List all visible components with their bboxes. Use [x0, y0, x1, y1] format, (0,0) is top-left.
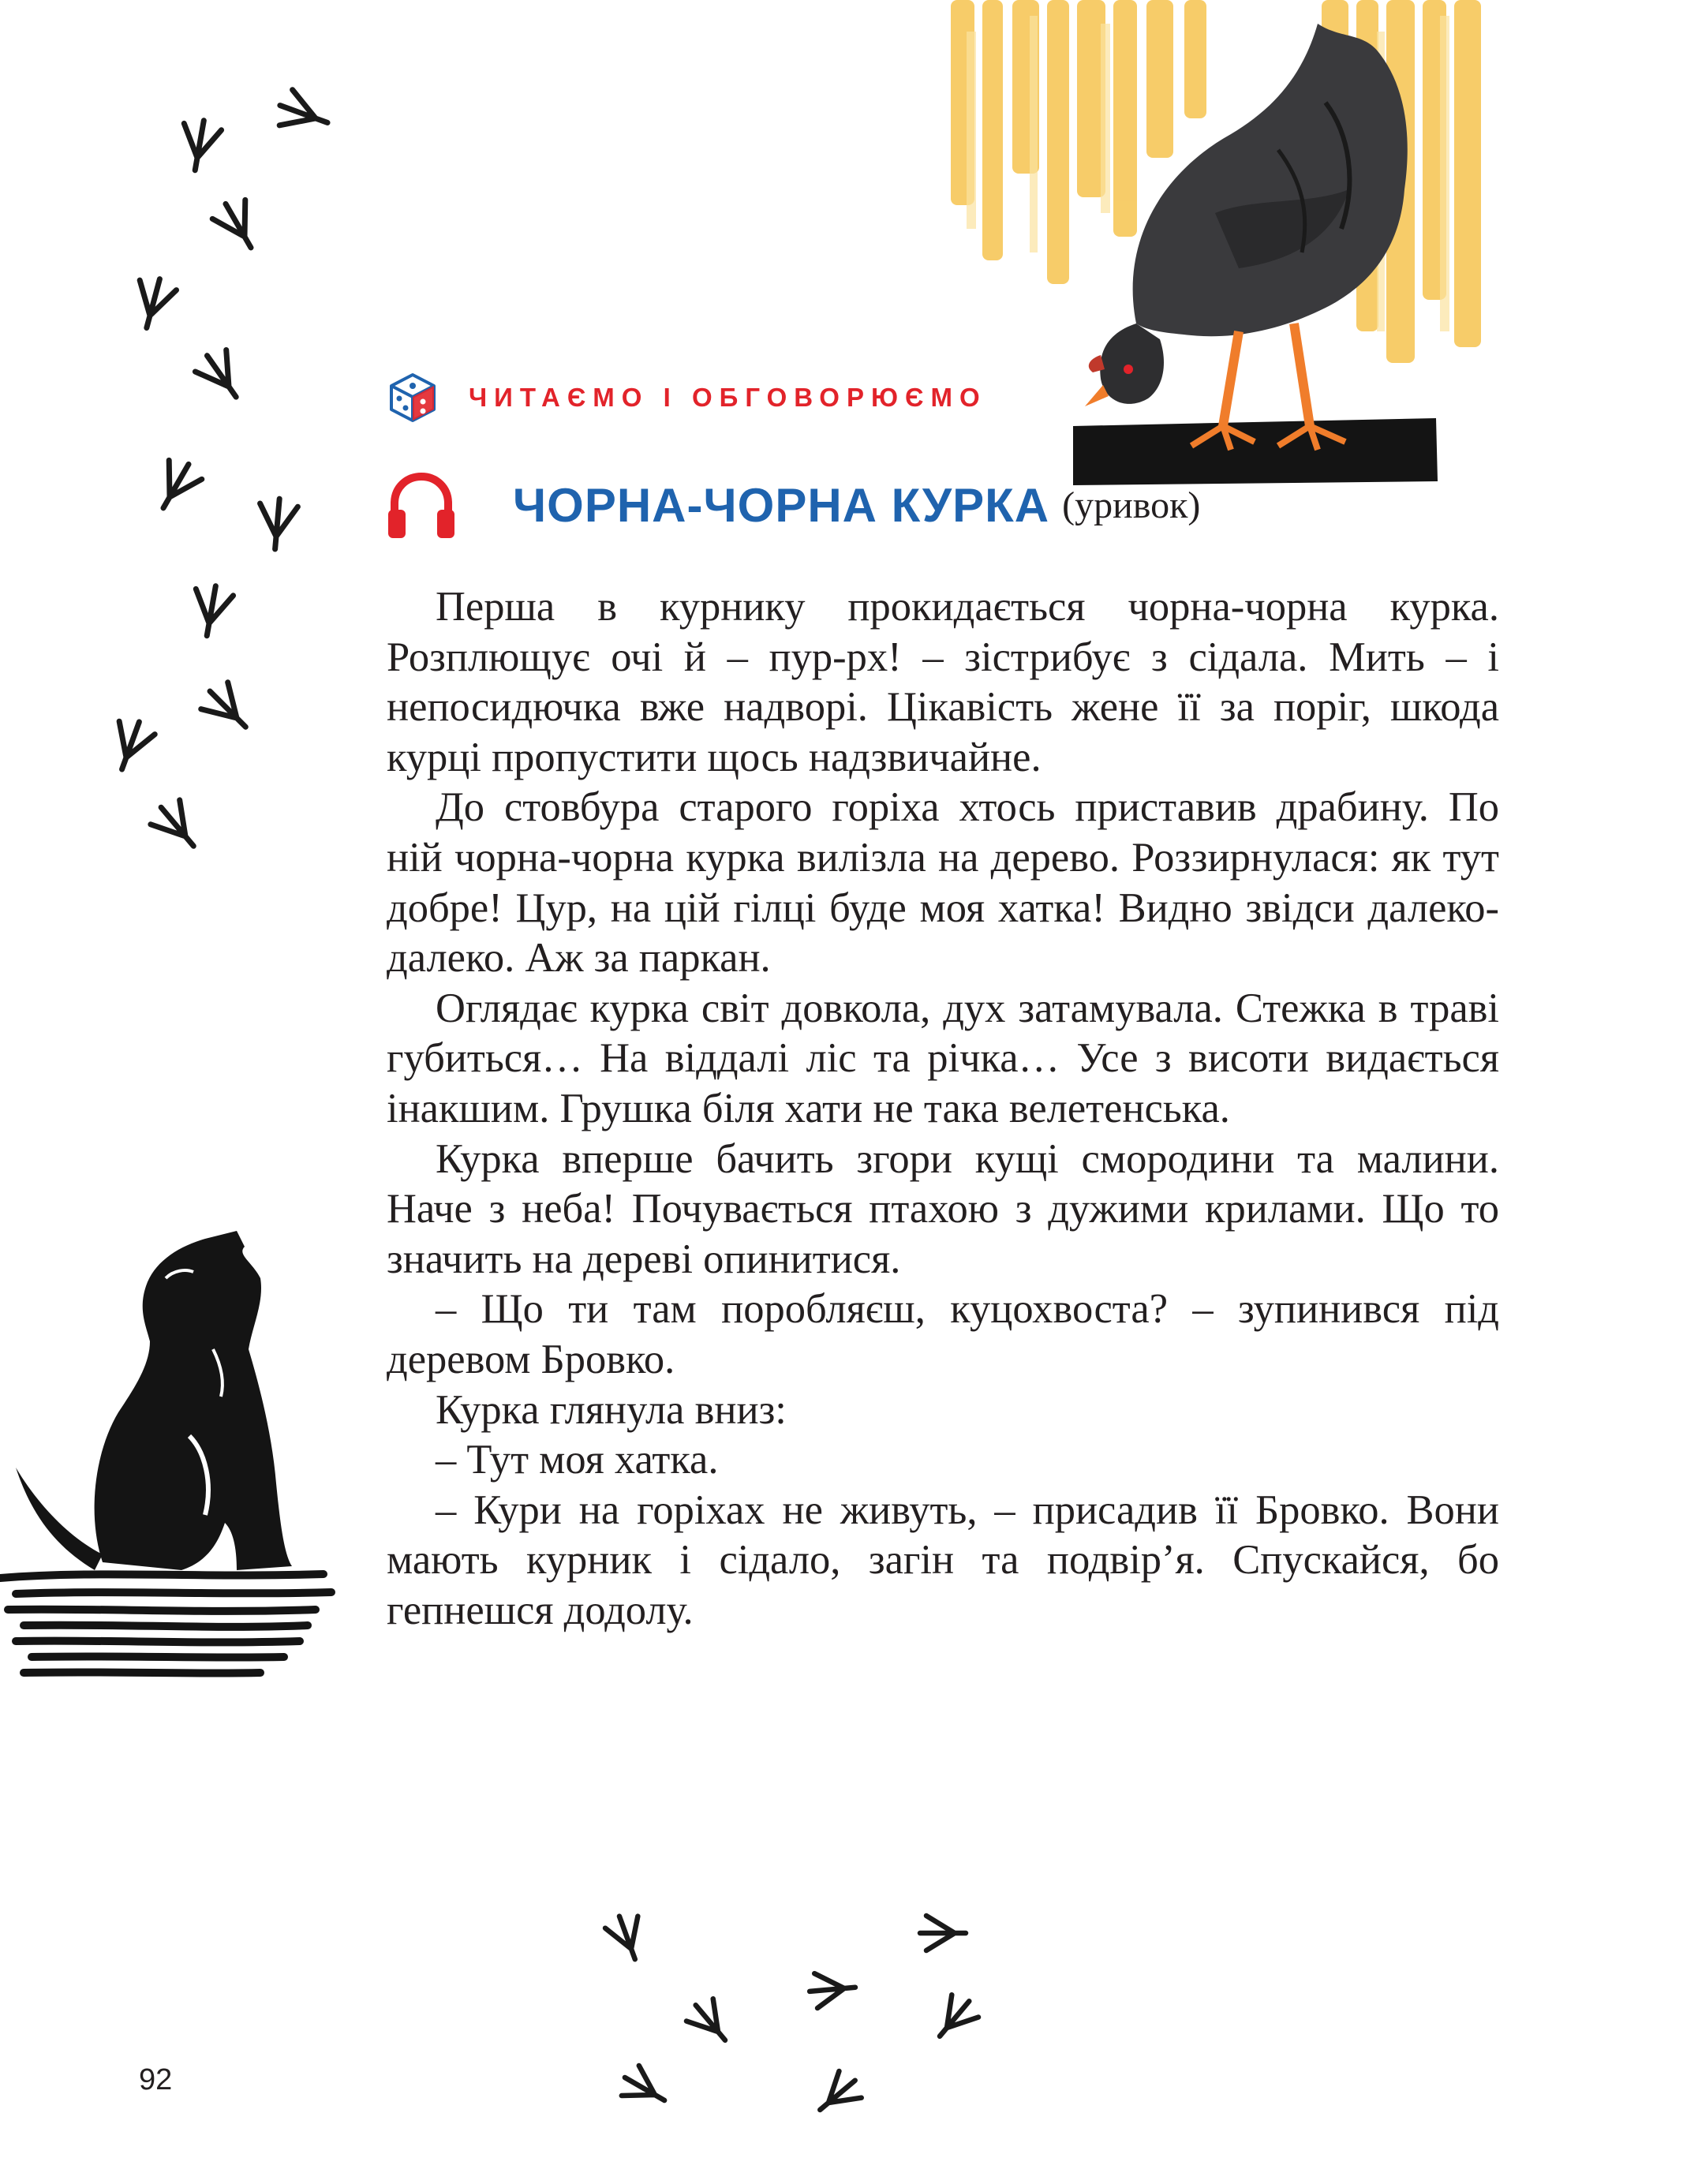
dice-icon — [387, 372, 439, 424]
story-title — [385, 462, 1200, 548]
story-text — [387, 582, 1499, 1636]
story-paragraph: – Тут моя хатка. — [436, 1437, 719, 1483]
section-label-text: ЧИТАЄМО І ОБГОВОРЮЄМО — [469, 383, 987, 412]
headphones-icon[interactable] — [385, 469, 458, 541]
bird-footprints-decoration-bottom — [584, 1902, 1073, 2138]
story-paragraph: Перша в курнику прокидається чорна-чорна курка. Розплющує очі й – пур-рх! – зістрибує з сідала. Мить – і непосидючка вже надворі. Цікавість жене її за поріг, шкода курці пропустити щось надзвичайне. — [387, 584, 1499, 780]
story-paragraph: Курка глянула вниз: — [436, 1386, 787, 1433]
story-title-main: ЧОРНА-ЧОРНА КУРКА — [513, 478, 1050, 532]
black-hen-illustration — [1073, 8, 1452, 489]
story-paragraph: До стовбура старого горіха хтось приставив драбину. По ній чорна-чорна курка вилізла на дерево. Роззирнулася: як тут добре! Цур, на цій гілці буде моя хатка! Видно звідси далеко-далеко. Аж за паркан. — [387, 784, 1499, 982]
story-paragraph: Оглядає курка світ довкола, дух затамувала. Стежка в траві губиться… На віддалі ліс та річка… Усе з висоти видається інакшим. Грушка біля хати не така велетенська. — [387, 985, 1499, 1131]
story-paragraph: Курка вперше бачить згори кущі смородини та малини. Наче з неба! Почувається птахою з дужими крилами. Що то значить на дереві опинитися. — [387, 1135, 1499, 1282]
bird-footprints-decoration — [79, 71, 395, 876]
story-paragraph: – Кури на горіхах не живуть, – присадив її Бровко. Вони мають курник і сідало, загін та подвір’я. Спускайся, бо гепнешся додолу. — [387, 1487, 1499, 1633]
section-label — [387, 371, 987, 424]
page-number: 92 — [139, 2063, 173, 2096]
story-title-sub: (уривок) — [1062, 484, 1201, 526]
black-dog-illustration — [0, 1231, 339, 1704]
story-paragraph: – Що ти там поробляєш, куцохвоста? – зупинився під деревом Бровко. — [387, 1286, 1499, 1382]
